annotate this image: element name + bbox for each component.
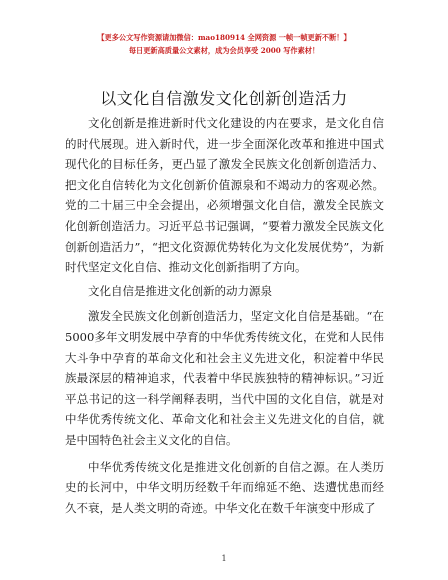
document-body bbox=[65, 113, 384, 518]
paragraph-traditional-culture: 中华优秀传统文化是推进文化创新的自信之源。在人类历史的长河中，中华文明历经数千年而绵延不绝、迭遭忧患而经久不衰，是人类文明的奇迹。中华文化在数千年演变中形成了 bbox=[65, 459, 384, 515]
promo-banner bbox=[40, 31, 408, 57]
section-heading: 文化自信是推进文化创新的动力源泉 bbox=[88, 283, 272, 298]
promo-banner-line-1: 【更多公文写作资源请加微信：mao180914 全网资源 一帧一帧更新不断！】 bbox=[97, 33, 351, 42]
page-number: 1 bbox=[221, 554, 227, 563]
document-title: 以文化自信激发文化创新创造活力 bbox=[100, 89, 348, 108]
paragraph-foundation: 激发全民族文化创新创造活力，坚定文化自信是基础。“在5000多年文明发展中孕育的中华优秀传统文化，在党和人民伟大斗争中孕育的革命文化和社会主义先进文化，积淀着中华民族最深层的精神追求，代表着中华民族独特的精神标识。”习近平总书记的这一科学阐释表明，当代中国的文化自信，就是对中华优秀传统文化、革命文化和社会主义先进文化的自信，就是中国特色社会主义文化的自信。 bbox=[65, 309, 384, 447]
promo-banner-line-2: 每日更新高质量公文素材，成为会员享受 2000 写作素材！ bbox=[128, 46, 320, 55]
paragraph-intro: 文化创新是推进新时代文化建设的内在要求，是文化自信的时代展现。进入新时代，进一步全面深化改革和推进中国式现代化的目标任务，更凸显了激发全民族文化创新创造活力、把文化自信转化为文化创新价值源泉和不竭动力的客观必然。党的二十届三中全会提出，必须增强文化自信，激发全民族文化创新创造活力。习近平总书记强调，“要着力激发全民族文化创新创造活力”，“把文化资源优势转化为文化发展优势”，为新时代坚定文化自信、推动文化创新指明了方向。 bbox=[65, 116, 384, 275]
